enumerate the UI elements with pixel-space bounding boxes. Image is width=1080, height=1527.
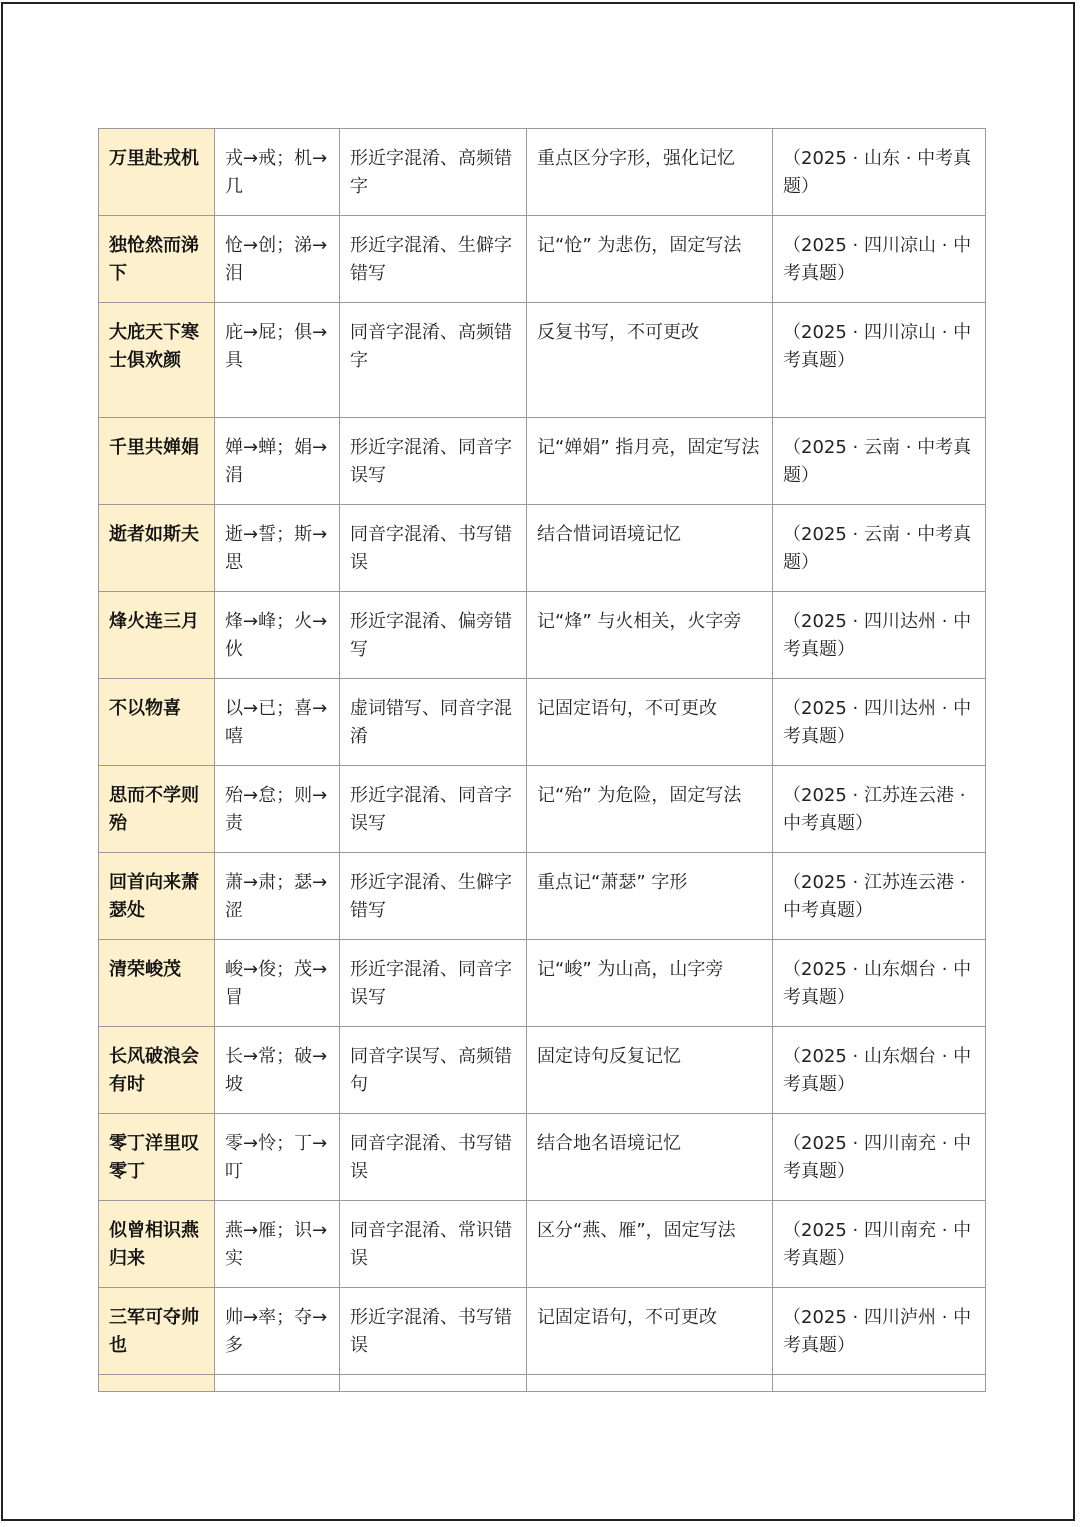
empty-cell [215,1375,340,1392]
phrase-cell: 烽火连三月 [99,592,215,679]
empty-cell [340,1375,527,1392]
error-type-cell: 同音字混淆、书写错误 [340,505,527,592]
phrase-cell: 清荣峻茂 [99,940,215,1027]
memory-tip-cell: 结合地名语境记忆 [527,1114,773,1201]
phrase-cell: 逝者如斯夫 [99,505,215,592]
phrase-cell: 似曾相识燕归来 [99,1201,215,1288]
error-type-cell: 形近字混淆、书写错误 [340,1288,527,1375]
memory-tip-cell: 记“烽” 与火相关，火字旁 [527,592,773,679]
source-cell: （2025 · 四川南充 · 中考真题） [773,1201,986,1288]
source-cell: （2025 · 四川凉山 · 中考真题） [773,303,986,418]
memory-tip-cell: 记“怆” 为悲伤，固定写法 [527,216,773,303]
memory-tip-cell: 区分“燕、雁”，固定写法 [527,1201,773,1288]
memory-tip-cell: 反复书写，不可更改 [527,303,773,418]
error-type-cell: 形近字混淆、高频错字 [340,129,527,216]
error-chars-cell: 戎→戒；机→几 [215,129,340,216]
source-cell: （2025 · 四川南充 · 中考真题） [773,1114,986,1201]
source-cell: （2025 · 山东烟台 · 中考真题） [773,940,986,1027]
table-row [99,303,986,418]
source-cell: （2025 · 四川凉山 · 中考真题） [773,216,986,303]
source-cell: （2025 · 江苏连云港 · 中考真题） [773,853,986,940]
table-row [99,418,986,505]
errata-table [98,128,986,1392]
error-chars-cell: 婵→蝉；娟→涓 [215,418,340,505]
table-row [99,1201,986,1288]
phrase-cell: 回首向来萧瑟处 [99,853,215,940]
phrase-cell: 长风破浪会有时 [99,1027,215,1114]
error-type-cell: 形近字混淆、偏旁错写 [340,592,527,679]
error-type-cell: 虚词错写、同音字混淆 [340,679,527,766]
table-row [99,129,986,216]
memory-tip-cell: 记“峻” 为山高，山字旁 [527,940,773,1027]
error-chars-cell: 殆→怠；则→责 [215,766,340,853]
source-cell: （2025 · 山东烟台 · 中考真题） [773,1027,986,1114]
phrase-cell: 大庇天下寒士俱欢颜 [99,303,215,418]
error-type-cell: 形近字混淆、同音字误写 [340,418,527,505]
source-cell: （2025 · 四川达州 · 中考真题） [773,592,986,679]
error-type-cell: 同音字误写、高频错句 [340,1027,527,1114]
error-chars-cell: 以→已；喜→嘻 [215,679,340,766]
table-row [99,1114,986,1201]
table-row-continuation [99,1375,986,1392]
error-type-cell: 同音字混淆、常识错误 [340,1201,527,1288]
table-body [99,129,986,1392]
error-type-cell: 形近字混淆、生僻字错写 [340,216,527,303]
error-type-cell: 同音字混淆、书写错误 [340,1114,527,1201]
error-type-cell: 形近字混淆、生僻字错写 [340,853,527,940]
table-row [99,592,986,679]
error-chars-cell: 峻→俊；茂→冒 [215,940,340,1027]
phrase-cell: 万里赴戎机 [99,129,215,216]
source-cell: （2025 · 山东 · 中考真题） [773,129,986,216]
empty-cell [99,1375,215,1392]
error-type-cell: 形近字混淆、同音字误写 [340,766,527,853]
error-chars-cell: 萧→肃；瑟→涩 [215,853,340,940]
table-row [99,216,986,303]
memory-tip-cell: 固定诗句反复记忆 [527,1027,773,1114]
source-cell: （2025 · 江苏连云港 · 中考真题） [773,766,986,853]
error-chars-cell: 零→怜；丁→叮 [215,1114,340,1201]
source-cell: （2025 · 云南 · 中考真题） [773,418,986,505]
empty-cell [527,1375,773,1392]
error-chars-cell: 燕→雁；识→实 [215,1201,340,1288]
error-type-cell: 形近字混淆、同音字误写 [340,940,527,1027]
phrase-cell: 独怆然而涕下 [99,216,215,303]
phrase-cell: 思而不学则殆 [99,766,215,853]
phrase-cell: 三军可夺帅也 [99,1288,215,1375]
error-chars-cell: 长→常；破→坡 [215,1027,340,1114]
empty-cell [773,1375,986,1392]
table-row [99,1027,986,1114]
phrase-cell: 千里共婵娟 [99,418,215,505]
error-chars-cell: 烽→峰；火→伙 [215,592,340,679]
memory-tip-cell: 重点区分字形，强化记忆 [527,129,773,216]
table-row [99,853,986,940]
table-row [99,505,986,592]
error-type-cell: 同音字混淆、高频错字 [340,303,527,418]
error-chars-cell: 庇→屁；俱→具 [215,303,340,418]
error-chars-cell: 帅→率；夺→多 [215,1288,340,1375]
memory-tip-cell: 结合惜词语境记忆 [527,505,773,592]
source-cell: （2025 · 四川达州 · 中考真题） [773,679,986,766]
phrase-cell: 不以物喜 [99,679,215,766]
error-chars-cell: 怆→创；涕→泪 [215,216,340,303]
phrase-cell: 零丁洋里叹零丁 [99,1114,215,1201]
source-cell: （2025 · 四川泸州 · 中考真题） [773,1288,986,1375]
memory-tip-cell: 记“婵娟” 指月亮，固定写法 [527,418,773,505]
memory-tip-cell: 重点记“萧瑟” 字形 [527,853,773,940]
memory-tip-cell: 记固定语句，不可更改 [527,679,773,766]
memory-tip-cell: 记固定语句，不可更改 [527,1288,773,1375]
error-chars-cell: 逝→誓；斯→思 [215,505,340,592]
table-row [99,1288,986,1375]
table-row [99,679,986,766]
memory-tip-cell: 记“殆” 为危险，固定写法 [527,766,773,853]
table-row [99,940,986,1027]
table-row [99,766,986,853]
source-cell: （2025 · 云南 · 中考真题） [773,505,986,592]
